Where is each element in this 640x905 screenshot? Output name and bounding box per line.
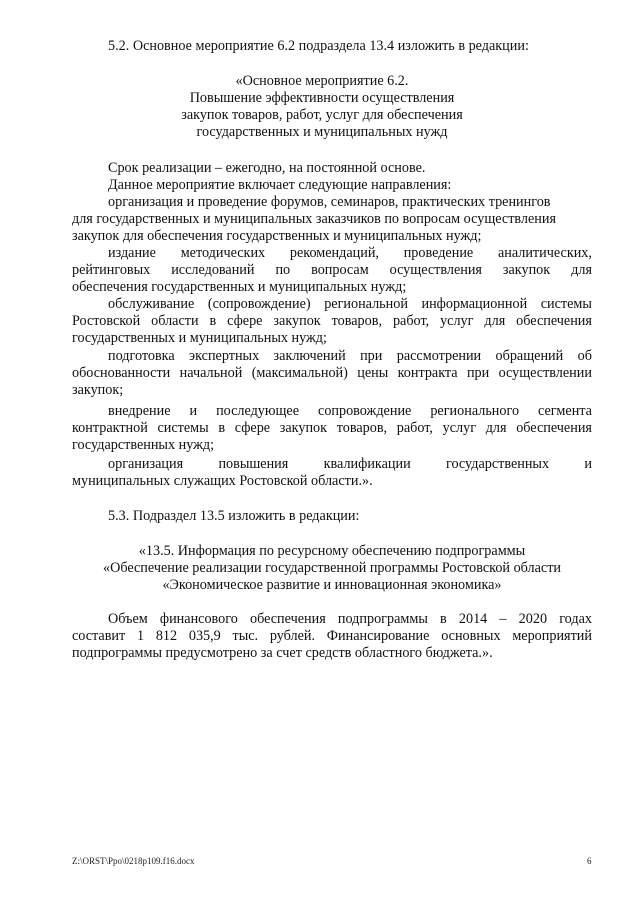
section-5-3-heading: 5.3. Подраздел 13.5 изложить в редакции: xyxy=(108,508,360,524)
word: 1 xyxy=(136,628,145,644)
word: (сопровождение) xyxy=(207,296,311,312)
word: – xyxy=(499,611,507,627)
direction-5-line-3: государственных нужд; xyxy=(72,437,215,453)
directions-intro: Данное мероприятие включает следующие направления: xyxy=(108,177,452,193)
word: для xyxy=(485,420,507,436)
direction-1-line-2: для государственных и муниципальных заказчиков по вопросам осуществления xyxy=(72,211,556,227)
word: сфере xyxy=(227,313,263,329)
word: рейтинговых xyxy=(72,262,151,278)
word: обеспечения xyxy=(249,611,326,627)
word: рублей. xyxy=(269,628,316,644)
word: аналитических, xyxy=(497,245,592,261)
word: 812 xyxy=(155,628,178,644)
word: работ, xyxy=(392,313,430,329)
word: обоснованности xyxy=(72,365,171,381)
word: системы xyxy=(157,420,209,436)
word: закупок xyxy=(502,262,551,278)
event-title-line-3: закупок товаров, работ, услуг для обеспечения xyxy=(181,107,463,123)
word: 035,9 xyxy=(188,628,221,644)
word: квалификации xyxy=(323,456,411,472)
word: подпрограммы xyxy=(337,611,428,627)
word: об xyxy=(577,348,592,364)
word: информационной xyxy=(421,296,528,312)
subsection-title-line-2: «Обеспечение реализации государственной программы Ростовской области xyxy=(102,560,562,576)
direction-4-line-2 xyxy=(72,365,592,382)
event-title-line-2: Повышение эффективности осуществления xyxy=(189,90,455,106)
word: в xyxy=(440,611,447,627)
word: годах xyxy=(559,611,592,627)
word: составит xyxy=(72,628,126,644)
word: обеспечения xyxy=(516,313,592,329)
direction-3-line-2 xyxy=(72,313,592,330)
funding-line-3: подпрограммы предусмотрено за счет средств областного бюджета.». xyxy=(72,645,493,661)
word: исследований xyxy=(171,262,255,278)
direction-5-line-1 xyxy=(108,403,592,420)
word: товаров, xyxy=(336,420,388,436)
word: сегмента xyxy=(538,403,592,419)
word: проведение xyxy=(403,245,474,261)
word: товаров, xyxy=(331,313,382,329)
footer-page-number: 6 xyxy=(587,856,592,866)
word: издание xyxy=(108,245,156,261)
word: 2020 xyxy=(518,611,548,627)
word: основных xyxy=(441,628,501,644)
word: в xyxy=(218,420,226,436)
word: при xyxy=(466,365,490,381)
subsection-title-line-3: «Экономическое развитие и инновационная экономика» xyxy=(162,577,502,593)
word: цены xyxy=(357,365,389,381)
word: для xyxy=(484,313,506,329)
direction-3-line-1 xyxy=(108,296,592,313)
word: по xyxy=(275,262,291,278)
funding-line-1 xyxy=(108,611,592,628)
word: заключений xyxy=(273,348,346,364)
word: финансового xyxy=(159,611,238,627)
word: контракта xyxy=(397,365,458,381)
word: внедрение xyxy=(108,403,171,419)
word: системы xyxy=(540,296,592,312)
direction-1-line-3: закупок для обеспечения государственных и муниципальных нужд; xyxy=(72,228,482,244)
word: осуществлении xyxy=(498,365,592,381)
implementation-term: Срок реализации – ежегодно, на постоянной основе. xyxy=(108,160,426,176)
footer-file-path: Z:\ORST\Ppo\0218p109.f16.docx xyxy=(72,856,195,866)
word: обслуживание xyxy=(108,296,195,312)
event-title-line-4: государственных и муниципальных нужд xyxy=(196,124,448,140)
direction-6-line-1 xyxy=(108,456,592,473)
word: при xyxy=(360,348,383,364)
word: региональной xyxy=(324,296,408,312)
direction-4-line-3: закупок; xyxy=(72,382,124,398)
word: подготовка xyxy=(108,348,175,364)
word: работ, xyxy=(396,420,433,436)
word: в xyxy=(209,313,217,329)
word: повышения xyxy=(218,456,289,472)
word: государственных xyxy=(446,456,550,472)
direction-4-line-1 xyxy=(108,348,592,365)
word: сопровождение xyxy=(318,403,412,419)
word: Ростовской xyxy=(72,313,141,329)
direction-3-line-3: государственных и муниципальных нужд; xyxy=(72,330,327,346)
word: закупок xyxy=(273,313,321,329)
word: сфере xyxy=(234,420,271,436)
word: рекомендаций, xyxy=(289,245,379,261)
word: Объем xyxy=(108,611,148,627)
word: и xyxy=(189,403,198,419)
word: услуг xyxy=(440,313,474,329)
word: организация xyxy=(108,456,184,472)
word: обеспечения xyxy=(516,420,592,436)
word: 2014 xyxy=(458,611,488,627)
word: методических xyxy=(180,245,266,261)
word: регионального xyxy=(430,403,520,419)
direction-5-line-2 xyxy=(72,420,592,437)
subsection-title-line-1: «13.5. Информация по ресурсному обеспечению подпрограммы xyxy=(138,543,526,559)
word: тыс. xyxy=(232,628,259,644)
word: начальной xyxy=(179,365,243,381)
word: экспертных xyxy=(189,348,260,364)
funding-line-2 xyxy=(72,628,592,645)
word: рассмотрении xyxy=(396,348,482,364)
word: области xyxy=(151,313,199,329)
word: последующее xyxy=(216,403,300,419)
word: (максимальной) xyxy=(251,365,348,381)
word: закупок xyxy=(279,420,328,436)
word: услуг xyxy=(442,420,477,436)
word: и xyxy=(584,456,592,472)
direction-2-line-2 xyxy=(72,262,592,279)
direction-6-line-2: муниципальных служащих Ростовской области.». xyxy=(72,473,373,489)
word: обращений xyxy=(495,348,564,364)
word: вопросам xyxy=(311,262,369,278)
word: Финансирование xyxy=(326,628,430,644)
word: для xyxy=(571,262,592,278)
direction-1-line-1: организация и проведение форумов, семинаров, практических тренингов xyxy=(108,194,551,210)
word: мероприятий xyxy=(512,628,592,644)
section-5-2-heading: 5.2. Основное мероприятие 6.2 подраздела 13.4 изложить в редакции: xyxy=(108,38,529,54)
direction-2-line-3: обеспечения государственных и муниципальных нужд; xyxy=(72,279,407,295)
word: осуществления xyxy=(389,262,482,278)
event-title-line-1: «Основное мероприятие 6.2. xyxy=(235,73,409,89)
word: контрактной xyxy=(72,420,148,436)
direction-2-line-1 xyxy=(108,245,592,262)
